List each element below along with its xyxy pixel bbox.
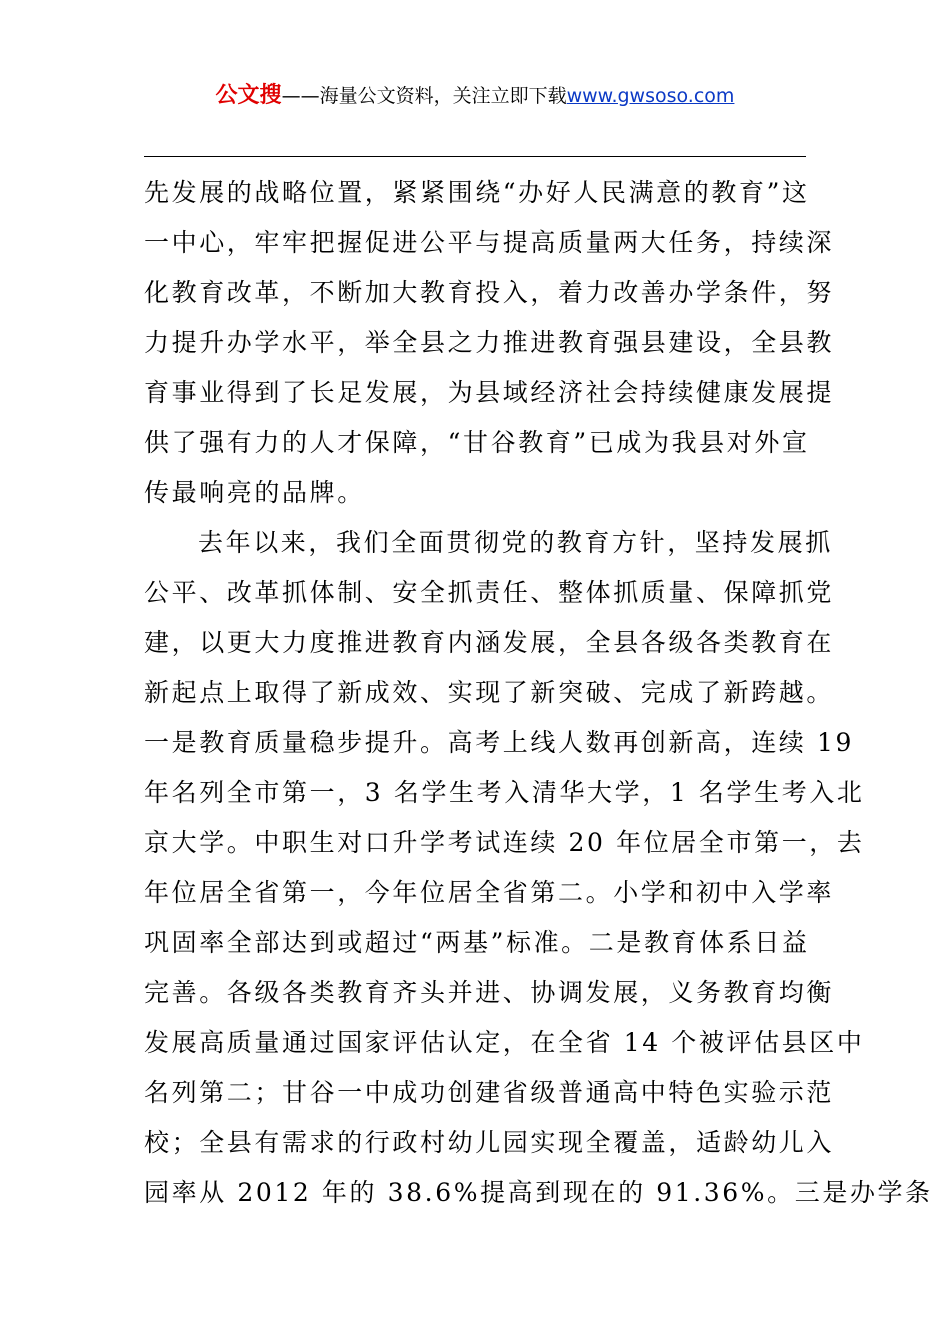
website-link[interactable]: www.gwsoso.com (566, 85, 735, 107)
text-line: 育事业得到了长足发展，为县域经济社会持续健康发展提 (144, 378, 835, 407)
header-divider (144, 156, 806, 157)
text-line: 化教育改革，不断加大教育投入，着力改善办学条件，努 (144, 278, 835, 307)
text-line: 去年以来，我们全面贯彻党的教育方针，坚持发展抓 (198, 528, 833, 557)
text-line: 先发展的战略位置，紧紧围绕“办好人民满意的教育”这 (144, 178, 810, 207)
text-line: 京大学。中职生对口升学考试连续 20 年位居全市第一，去 (144, 828, 865, 857)
brand-logo-text: 公文搜 (215, 83, 282, 108)
text-line: 发展高质量通过国家评估认定，在全省 14 个被评估县区中 (144, 1028, 865, 1057)
text-line: 公平、改革抓体制、安全抓责任、整体抓质量、保障抓党 (144, 578, 835, 607)
text-line: 建，以更大力度推进教育内涵发展，全县各级各类教育在 (144, 628, 835, 657)
text-line: 年名列全市第一，3 名学生考入清华大学，1 名学生考入北 (144, 778, 865, 807)
text-line: 传最响亮的品牌。 (144, 478, 365, 507)
text-line: 年位居全省第一，今年位居全省第二。小学和初中入学率 (144, 878, 835, 907)
text-line: 一是教育质量稳步提升。高考上线人数再创新高，连续 19 (144, 728, 854, 757)
document-body (144, 168, 933, 1218)
text-line: 园率从 2012 年的 38.6%提高到现在的 91.36%。三是办学条 (144, 1178, 933, 1207)
text-line: 新起点上取得了新成效、实现了新突破、完成了新跨越。 (144, 678, 835, 707)
text-line: 巩固率全部达到或超过“两基”标准。二是教育体系日益 (144, 928, 810, 957)
text-line: 力提升办学水平，举全县之力推进教育强县建设，全县教 (144, 328, 835, 357)
page-header (0, 82, 950, 110)
header-tagline: ——海量公文资料，关注立即下载 (281, 85, 567, 107)
text-line: 校；全县有需求的行政村幼儿园实现全覆盖，适龄幼儿入 (144, 1128, 835, 1157)
text-line: 供了强有力的人才保障，“甘谷教育”已成为我县对外宣 (144, 428, 810, 457)
text-line: 一中心，牢牢把握促进公平与提高质量两大任务，持续深 (144, 228, 835, 257)
text-line: 完善。各级各类教育齐头并进、协调发展，义务教育均衡 (144, 978, 835, 1007)
text-line: 名列第二；甘谷一中成功创建省级普通高中特色实验示范 (144, 1078, 835, 1107)
